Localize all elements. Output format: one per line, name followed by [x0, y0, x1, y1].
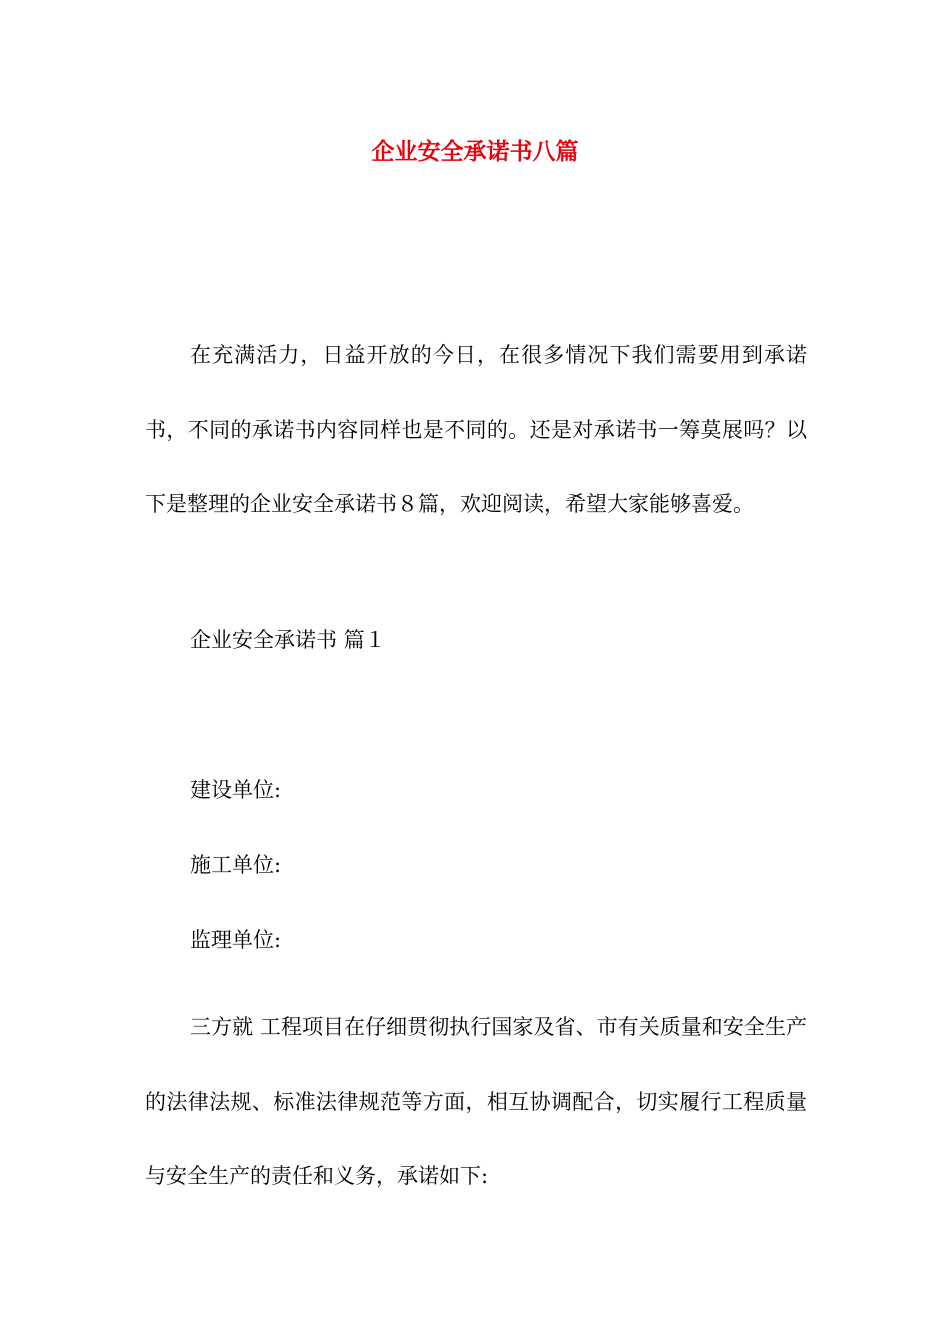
intro-paragraph: 在充满活力，日益开放的今日，在很多情况下我们需要用到承诺书，不同的承诺书内容同样也是不同的。还是对承诺书一筹莫展吗？以下是整理的企业安全承诺书８篇，欢迎阅读，希望大家能够喜爱。: [145, 343, 807, 516]
section-heading: 企业安全承诺书 篇１: [190, 628, 386, 652]
party-construction-unit: 建设单位:: [190, 778, 282, 802]
party-supervision-unit: 监理单位:: [190, 928, 282, 952]
party-contractor-unit: 施工单位:: [190, 853, 282, 877]
document-title: 企业安全承诺书八篇: [371, 138, 579, 165]
commitment-paragraph: 三方就 工程项目在仔细贯彻执行国家及省、市有关质量和安全生产的法律法规、标准法律规范等方面，相互协调配合，切实履行工程质量与安全生产的责任和义务，承诺如下:: [145, 1015, 807, 1188]
